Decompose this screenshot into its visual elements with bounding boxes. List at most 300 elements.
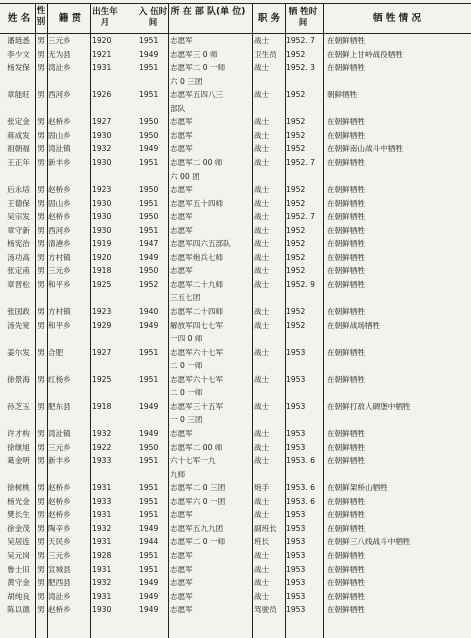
- cell-circ: 在朝鲜牺牲: [327, 496, 365, 506]
- cell-date: 1953: [286, 401, 306, 411]
- cell-name: 杨发保: [7, 63, 30, 73]
- header-name: 姓 名: [7, 13, 31, 24]
- cell-enlist: 1949: [139, 320, 159, 330]
- cell-enlist: 1949: [139, 49, 159, 59]
- cell-birth: 1923: [92, 307, 112, 316]
- cell-date: 1952. 7: [286, 212, 315, 222]
- cell-native: 湾沚乡: [48, 63, 71, 73]
- cell-date: 1953: [286, 510, 306, 520]
- cell-circ: 在朝鲜牺牲: [327, 429, 365, 438]
- cell-birth: 1921: [92, 49, 112, 59]
- cell-native: 无为县: [48, 49, 71, 59]
- cell-enlist: 1949: [139, 401, 159, 411]
- cell-post: 卫生员: [254, 49, 277, 59]
- cell-enlist: 1951: [139, 157, 159, 167]
- cell-gender: 男: [37, 185, 45, 195]
- cell-circ: 在朝鲜牺牲: [327, 279, 365, 289]
- cell-post: 战士: [254, 401, 270, 411]
- cell-name: 后永培: [7, 185, 30, 195]
- cell-birth: 1927: [92, 117, 112, 127]
- cell-gender: 男: [37, 510, 45, 520]
- cell-native: 三元乡: [48, 550, 71, 560]
- cell-birth: 1920: [92, 252, 112, 262]
- cell-name: 吴居连: [7, 537, 30, 547]
- cell-date: 1953: [286, 523, 306, 533]
- cell-native: 合肥: [48, 347, 64, 357]
- header-death-date: 牺 牲时 间: [288, 7, 318, 28]
- cell-gender: 男: [37, 401, 45, 411]
- cell-unit: 六 0 三团: [170, 76, 203, 86]
- col-divider: [90, 3, 91, 638]
- cell-date: 1953: [286, 578, 306, 587]
- cell-enlist: 1950: [139, 212, 159, 222]
- cell-date: 1953. 6: [286, 456, 315, 466]
- cell-circ: 在朝鲜牺牲: [327, 347, 365, 357]
- cell-circ: 在朝鲜牺牲: [327, 239, 365, 249]
- cell-name: 张国政: [7, 307, 30, 316]
- cell-enlist: 1949: [139, 605, 159, 615]
- cell-date: 1953. 6: [286, 483, 315, 493]
- cell-unit: 志愿军六十七军: [170, 374, 224, 384]
- cell-unit: 志愿军五九九团: [170, 523, 224, 533]
- cell-gender: 男: [37, 442, 45, 452]
- cell-name: 章守新: [7, 225, 30, 235]
- cell-birth: 1930: [92, 212, 112, 222]
- cell-gender: 男: [37, 63, 45, 73]
- cell-circ: 在朝鲜牺牲: [327, 117, 365, 127]
- cell-name: 蒋成发: [7, 130, 30, 140]
- cell-enlist: 1949: [139, 429, 159, 438]
- cell-gender: 男: [37, 605, 45, 615]
- cell-enlist: 1947: [139, 239, 159, 249]
- cell-unit: 三五七团: [170, 293, 201, 303]
- cell-post: 副班长: [254, 523, 277, 533]
- cell-unit: 志愿军: [170, 591, 193, 601]
- cell-native: 西河乡: [48, 225, 71, 235]
- cell-unit: 志愿军五十四师: [170, 198, 224, 208]
- cell-unit: 志愿军: [170, 144, 193, 154]
- cell-birth: 1931: [92, 537, 112, 547]
- cell-name: 胡纯良: [7, 591, 30, 601]
- cell-gender: 男: [37, 483, 45, 493]
- cell-post: 战士: [254, 36, 270, 45]
- cell-enlist: 1949: [139, 578, 159, 587]
- cell-native: 和平乡: [48, 279, 71, 289]
- cell-birth: 1927: [92, 347, 112, 357]
- header-birth: 出生年月: [92, 7, 118, 28]
- cell-gender: 男: [37, 144, 45, 154]
- cell-gender: 男: [37, 90, 45, 100]
- cell-unit: 志愿军: [170, 510, 193, 520]
- cell-unit: 志愿军: [170, 225, 193, 235]
- cell-native: 三元乡: [48, 442, 71, 452]
- cell-circ: 在朝鲜牺牲: [327, 212, 365, 222]
- cell-enlist: 1952: [139, 279, 159, 289]
- cell-name: 王德保: [7, 198, 30, 208]
- cell-post: 战士: [254, 307, 270, 316]
- cell-date: 1953: [286, 374, 306, 384]
- cell-enlist: 1950: [139, 266, 159, 276]
- cell-gender: 男: [37, 225, 45, 235]
- cell-enlist: 1951: [139, 63, 159, 73]
- cell-date: 1953: [286, 537, 306, 547]
- cell-name: 王正年: [7, 157, 30, 167]
- cell-date: 1952. 7: [286, 36, 315, 45]
- cell-post: 战士: [254, 550, 270, 560]
- cell-native: 新丰乡: [48, 456, 71, 466]
- cell-enlist: 1951: [139, 550, 159, 560]
- cell-circ: 在朝鲜牺牲: [327, 456, 365, 466]
- cell-unit: 志愿军: [170, 185, 193, 195]
- cell-date: 1952. 3: [286, 63, 315, 73]
- cell-unit: 志愿军二十九师: [170, 279, 224, 289]
- cell-gender: 男: [37, 374, 45, 384]
- cell-unit: 志愿军四六五部队: [170, 239, 231, 249]
- cell-date: 1952: [286, 266, 306, 276]
- cell-name: 汤功高: [7, 252, 30, 262]
- table-top-rule: [0, 3, 471, 4]
- cell-enlist: 1951: [139, 483, 159, 493]
- cell-enlist: 1951: [139, 347, 159, 357]
- cell-post: 驾驶员: [254, 605, 277, 615]
- cell-enlist: 1950: [139, 442, 159, 452]
- cell-date: 1953: [286, 429, 306, 438]
- cell-unit: 九师: [170, 469, 186, 479]
- cell-enlist: 1949: [139, 591, 159, 601]
- cell-unit: 解放军四七七军: [170, 320, 224, 330]
- cell-native: 湾沚乡: [48, 591, 71, 601]
- cell-circ: 在朝鲜牺牲: [327, 225, 365, 235]
- cell-enlist: 1951: [139, 198, 159, 208]
- cell-post: 炮手: [254, 483, 270, 493]
- cell-enlist: 1951: [139, 496, 159, 506]
- cell-name: 吴宗发: [7, 212, 30, 222]
- cell-date: 1952: [286, 144, 306, 154]
- cell-name: 徐树桃: [7, 483, 30, 493]
- cell-birth: 1931: [92, 564, 112, 574]
- cell-enlist: 1951: [139, 510, 159, 520]
- cell-date: 1952: [286, 130, 306, 140]
- cell-unit: 一 0 三团: [170, 415, 203, 425]
- cell-name: 吴元岗: [7, 550, 30, 560]
- cell-unit: 志愿军二 0 三团: [170, 483, 226, 493]
- cell-circ: 在朝鲜打敌人碉堡中牺牲: [327, 401, 411, 411]
- cell-name: 杨宪治: [7, 239, 30, 249]
- cell-name: 张定甫: [7, 266, 30, 276]
- cell-post: 战士: [254, 374, 270, 384]
- cell-date: 1953: [286, 605, 306, 615]
- cell-gender: 男: [37, 429, 45, 438]
- cell-unit: 志愿军炮兵七师: [170, 252, 224, 262]
- cell-birth: 1925: [92, 279, 112, 289]
- cell-native: 赵桥乡: [48, 483, 71, 493]
- header-bottom-rule: [0, 33, 471, 34]
- cell-native: 西河乡: [48, 90, 71, 100]
- cell-birth: 1931: [92, 510, 112, 520]
- cell-birth: 1930: [92, 225, 112, 235]
- cell-name: 许才构: [7, 429, 30, 438]
- cell-birth: 1930: [92, 157, 112, 167]
- cell-name: 潘琏悉: [7, 36, 30, 45]
- cell-date: 1952: [286, 225, 306, 235]
- cell-native: 宣城县: [48, 564, 71, 574]
- cell-gender: 男: [37, 537, 45, 547]
- cell-circ: 在朝鲜牺牲: [327, 510, 365, 520]
- cell-post: 战士: [254, 63, 270, 73]
- cell-name: 祖朝福: [7, 144, 30, 154]
- cell-gender: 男: [37, 212, 45, 222]
- cell-native: 天民乡: [48, 537, 71, 547]
- cell-date: 1953: [286, 564, 306, 574]
- cell-unit: 志愿军: [170, 212, 193, 222]
- cell-birth: 1933: [92, 456, 112, 466]
- cell-enlist: 1950: [139, 185, 159, 195]
- cell-unit: 志愿军: [170, 550, 193, 560]
- cell-birth: 1918: [92, 401, 112, 411]
- cell-enlist: 1951: [139, 374, 159, 384]
- cell-date: 1952: [286, 252, 306, 262]
- cell-name: 章晋松: [7, 279, 30, 289]
- cell-date: 1952: [286, 185, 306, 195]
- cell-enlist: 1949: [139, 144, 159, 154]
- cell-birth: 1920: [92, 36, 112, 45]
- cell-name: 徐景海: [7, 374, 30, 384]
- cell-post: 战士: [254, 510, 270, 520]
- cell-date: 1953: [286, 442, 306, 452]
- cell-enlist: 1951: [139, 225, 159, 235]
- cell-birth: 1922: [92, 442, 112, 452]
- cell-gender: 男: [37, 591, 45, 601]
- cell-birth: 1918: [92, 266, 112, 276]
- cell-native: 赵桥乡: [48, 185, 71, 195]
- cell-native: 肥西县: [48, 578, 71, 587]
- cell-gender: 男: [37, 564, 45, 574]
- cell-gender: 男: [37, 347, 45, 357]
- header-enlist: 入 伍时 间: [138, 7, 168, 28]
- cell-birth: 1930: [92, 198, 112, 208]
- cell-circ: 在朝鲜牺牲: [327, 564, 365, 574]
- cell-gender: 男: [37, 307, 45, 316]
- cell-native: 三元乡: [48, 36, 71, 45]
- cell-date: 1952: [286, 307, 306, 316]
- cell-birth: 1923: [92, 185, 112, 195]
- cell-date: 1953: [286, 591, 306, 601]
- cell-circ: 在朝鲜牺牲: [327, 442, 365, 452]
- cell-unit: 志愿军六 0 一团: [170, 496, 226, 506]
- cell-post: 战士: [254, 157, 270, 167]
- cell-post: 班长: [254, 537, 270, 547]
- cell-post: 战士: [254, 496, 270, 506]
- cell-date: 1952: [286, 320, 306, 330]
- cell-unit: 志愿军: [170, 578, 193, 587]
- cell-circ: 在朝鲜牺牲: [327, 252, 365, 262]
- cell-post: 战士: [254, 591, 270, 601]
- col-divider: [252, 3, 253, 638]
- cell-name: 张定金: [7, 117, 30, 127]
- cell-native: 湾沚镇: [48, 429, 71, 438]
- cell-birth: 1932: [92, 523, 112, 533]
- cell-circ: 在朝鲜三八线战斗中牺牲: [327, 537, 411, 547]
- cell-post: 战士: [254, 212, 270, 222]
- cell-native: 陶辛乡: [48, 523, 71, 533]
- cell-date: 1953: [286, 347, 306, 357]
- cell-gender: 男: [37, 239, 45, 249]
- cell-unit: 部队: [170, 103, 186, 113]
- cell-birth: 1929: [92, 320, 112, 330]
- cell-gender: 男: [37, 130, 45, 140]
- cell-circ: 朝鲜牺牲: [327, 90, 358, 100]
- cell-birth: 1930: [92, 130, 112, 140]
- cell-birth: 1919: [92, 239, 112, 249]
- cell-native: 和平乡: [48, 320, 71, 330]
- cell-post: 战士: [254, 198, 270, 208]
- cell-gender: 男: [37, 252, 45, 262]
- cell-post: 战士: [254, 442, 270, 452]
- header-post: 职 务: [257, 13, 281, 24]
- cell-unit: 志愿军二十四师: [170, 307, 224, 316]
- cell-name: 陈以德: [7, 605, 30, 615]
- header-unit: 所 在 部 队(单 位): [170, 7, 246, 17]
- cell-circ: 在朝鲜牺牲: [327, 63, 365, 73]
- cell-post: 战士: [254, 429, 270, 438]
- cell-circ: 在朝鲜牺牲: [327, 591, 365, 601]
- cell-post: 战士: [254, 130, 270, 140]
- cell-enlist: 1951: [139, 456, 159, 466]
- cell-birth: 1931: [92, 483, 112, 493]
- cell-gender: 男: [37, 320, 45, 330]
- cell-native: 固山乡: [48, 198, 71, 208]
- cell-date: 1952: [286, 198, 306, 208]
- cell-unit: 志愿军: [170, 36, 193, 45]
- cell-enlist: 1951: [139, 564, 159, 574]
- cell-name: 徐继旭: [7, 442, 30, 452]
- cell-name: 鲁士旧: [7, 564, 30, 574]
- cell-name: 李少文: [7, 49, 30, 59]
- cell-post: 战士: [254, 90, 270, 100]
- cell-circ: 在朝鲜牺牲: [327, 374, 365, 384]
- header-circumstance: 牺 牲 情 况: [373, 13, 421, 24]
- cell-circ: 在朝鲜南山战斗中牺牲: [327, 144, 403, 154]
- cell-date: 1952. 9: [286, 279, 315, 289]
- cell-native: 肥东县: [48, 401, 71, 411]
- cell-gender: 男: [37, 36, 45, 45]
- cell-gender: 男: [37, 496, 45, 506]
- cell-circ: 在朝鲜牺牲: [327, 36, 365, 45]
- cell-post: 战士: [254, 347, 270, 357]
- cell-name: 汤先宽: [7, 320, 30, 330]
- cell-date: 1952: [286, 90, 306, 100]
- cell-unit: 一四 0 师: [170, 334, 203, 344]
- cell-post: 战士: [254, 578, 270, 587]
- cell-enlist: 1951: [139, 36, 159, 45]
- cell-gender: 男: [37, 279, 45, 289]
- cell-enlist: 1951: [139, 90, 159, 100]
- cell-unit: 志愿军二 00 师: [170, 442, 223, 452]
- cell-native: 湾沚镇: [48, 144, 71, 154]
- cell-post: 战士: [254, 266, 270, 276]
- cell-circ: 在朝鲜架桥山牺牲: [327, 483, 388, 493]
- header-native: 籍 贯: [58, 13, 82, 24]
- cell-name: 杨光金: [7, 496, 30, 506]
- cell-post: 战士: [254, 456, 270, 466]
- cell-unit: 二 0 一师: [170, 361, 203, 371]
- cell-gender: 男: [37, 456, 45, 466]
- cell-birth: 1930: [92, 605, 112, 615]
- cell-enlist: 1949: [139, 252, 159, 262]
- cell-unit: 志愿军五四八三: [170, 90, 224, 100]
- cell-unit: 志愿军: [170, 266, 193, 276]
- cell-gender: 男: [37, 523, 45, 533]
- cell-native: 赵桥乡: [48, 117, 71, 127]
- cell-date: 1953: [286, 550, 306, 560]
- cell-post: 战士: [254, 564, 270, 574]
- cell-circ: 在朝鲜牺牲: [327, 605, 365, 615]
- cell-date: 1952: [286, 117, 306, 127]
- cell-name: 黄守金: [7, 578, 30, 587]
- cell-post: 战士: [254, 185, 270, 195]
- cell-circ: 在朝鲜牺牲: [327, 130, 365, 140]
- cell-enlist: 1950: [139, 130, 159, 140]
- cell-unit: 志愿军二 0 一师: [170, 63, 226, 73]
- cell-unit: 六 00 团: [170, 171, 200, 181]
- cell-native: 红杨乡: [48, 374, 71, 384]
- cell-unit: 志愿军三十五军: [170, 401, 224, 411]
- cell-unit: 志愿军: [170, 429, 193, 438]
- cell-circ: 在朝鲜牺牲: [327, 157, 365, 167]
- cell-circ: 在朝鲜战场牺牲: [327, 320, 381, 330]
- cell-unit: 志愿军二 0 一师: [170, 537, 226, 547]
- cell-native: 赵桥乡: [48, 510, 71, 520]
- cell-gender: 男: [37, 550, 45, 560]
- cell-circ: 在朝鲜牺牲: [327, 550, 365, 560]
- cell-date: 1952. 7: [286, 157, 315, 167]
- cell-name: 徐金茂: [7, 523, 30, 533]
- cell-unit: 志愿军: [170, 605, 193, 615]
- cell-native: 方村镇: [48, 307, 71, 316]
- cell-native: 新丰乡: [48, 157, 71, 167]
- cell-circ: 在朝鲜牺牲: [327, 266, 365, 276]
- cell-birth: 1926: [92, 90, 112, 100]
- cell-circ: 在朝鲜上甘岭战役牺牲: [327, 49, 403, 59]
- cell-birth: 1931: [92, 591, 112, 601]
- cell-gender: 男: [37, 49, 45, 59]
- cell-gender: 男: [37, 578, 45, 587]
- cell-name: 葛金明: [7, 456, 30, 466]
- cell-circ: 在朝鲜牺牲: [327, 523, 365, 533]
- cell-birth: 1933: [92, 496, 112, 506]
- cell-unit: 六十七军一九: [170, 456, 216, 466]
- cell-circ: 在朝鲜牺牲: [327, 198, 365, 208]
- cell-enlist: 1950: [139, 117, 159, 127]
- cell-gender: 男: [37, 117, 45, 127]
- cell-name: 樊长生: [7, 510, 30, 520]
- cell-post: 战士: [254, 117, 270, 127]
- cell-enlist: 1940: [139, 307, 159, 316]
- cell-birth: 1932: [92, 578, 112, 587]
- cell-date: 1953. 6: [286, 496, 315, 506]
- cell-unit: 志愿军二 00 师: [170, 157, 223, 167]
- cell-native: 方村镇: [48, 252, 71, 262]
- cell-circ: 在朝鲜牺牲: [327, 185, 365, 195]
- cell-enlist: 1949: [139, 523, 159, 533]
- cell-gender: 男: [37, 266, 45, 276]
- cell-name: 姜尔发: [7, 347, 30, 357]
- cell-birth: 1928: [92, 550, 112, 560]
- cell-name: 孙芝玉: [7, 401, 30, 411]
- cell-native: 固山乡: [48, 130, 71, 140]
- cell-native: 赵桥乡: [48, 212, 71, 222]
- cell-gender: 男: [37, 157, 45, 167]
